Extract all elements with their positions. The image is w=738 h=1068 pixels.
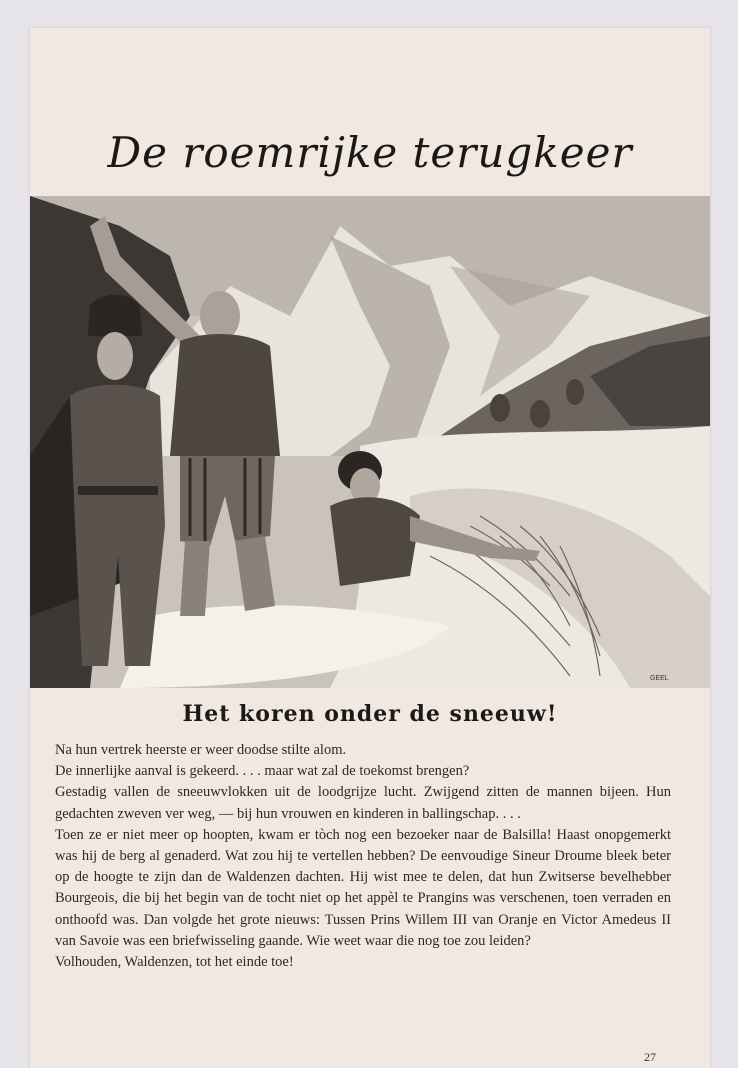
- book-page: [30, 28, 710, 1068]
- paragraph: Volhouden, Waldenzen, tot het einde toe!: [55, 954, 294, 971]
- paragraph: Toen ze er niet meer op hoopten, kwam er tòch nog een bezoeker naar de Balsilla! Haast onopgemerkt was hij de berg al genaderd. Wat zou hij te vertellen hebben? De eenvoudige Sineur Droume bleek beter op de hoogte te zijn dan de Waldenzen dachten. Hij wist mee te delen, dat hun Zwitserse bevelhebber Bourgeois, die bij het begin van de tocht niet op het appèl te Prangins was verschenen, toen verraden en onthoofd was. Dan volgde het grote nieuws: Tussen Prins Willem III van Oranje en Victor Amedeus II van Savoie was een briefwisseling gaande. Wie weet waar die nog toe zou leiden?: [55, 826, 671, 949]
- mountain-scene-illustration: [30, 196, 710, 688]
- paragraph: De innerlijke aanval is gekeerd. . . . maar wat zal de toekomst brengen?: [55, 763, 470, 780]
- page-number: 27: [644, 1050, 656, 1064]
- section-heading: Het koren onder de sneeuw!: [182, 701, 558, 727]
- paragraph: Gestadig vallen de sneeuwvlokken uit de loodgrijze lucht. Zwijgend zitten de mannen bijeen. Hun gedachten zweven ver weg, — bij hun vrouwen en kinderen in ballingschap. . . .: [55, 784, 671, 822]
- body-text: [55, 740, 671, 973]
- page-title: De roemrijke terugkeer: [107, 128, 633, 177]
- paragraph: Na hun vertrek heerste er weer doodse stilte alom.: [55, 742, 347, 758]
- illustration-signature: GEEL: [650, 675, 669, 682]
